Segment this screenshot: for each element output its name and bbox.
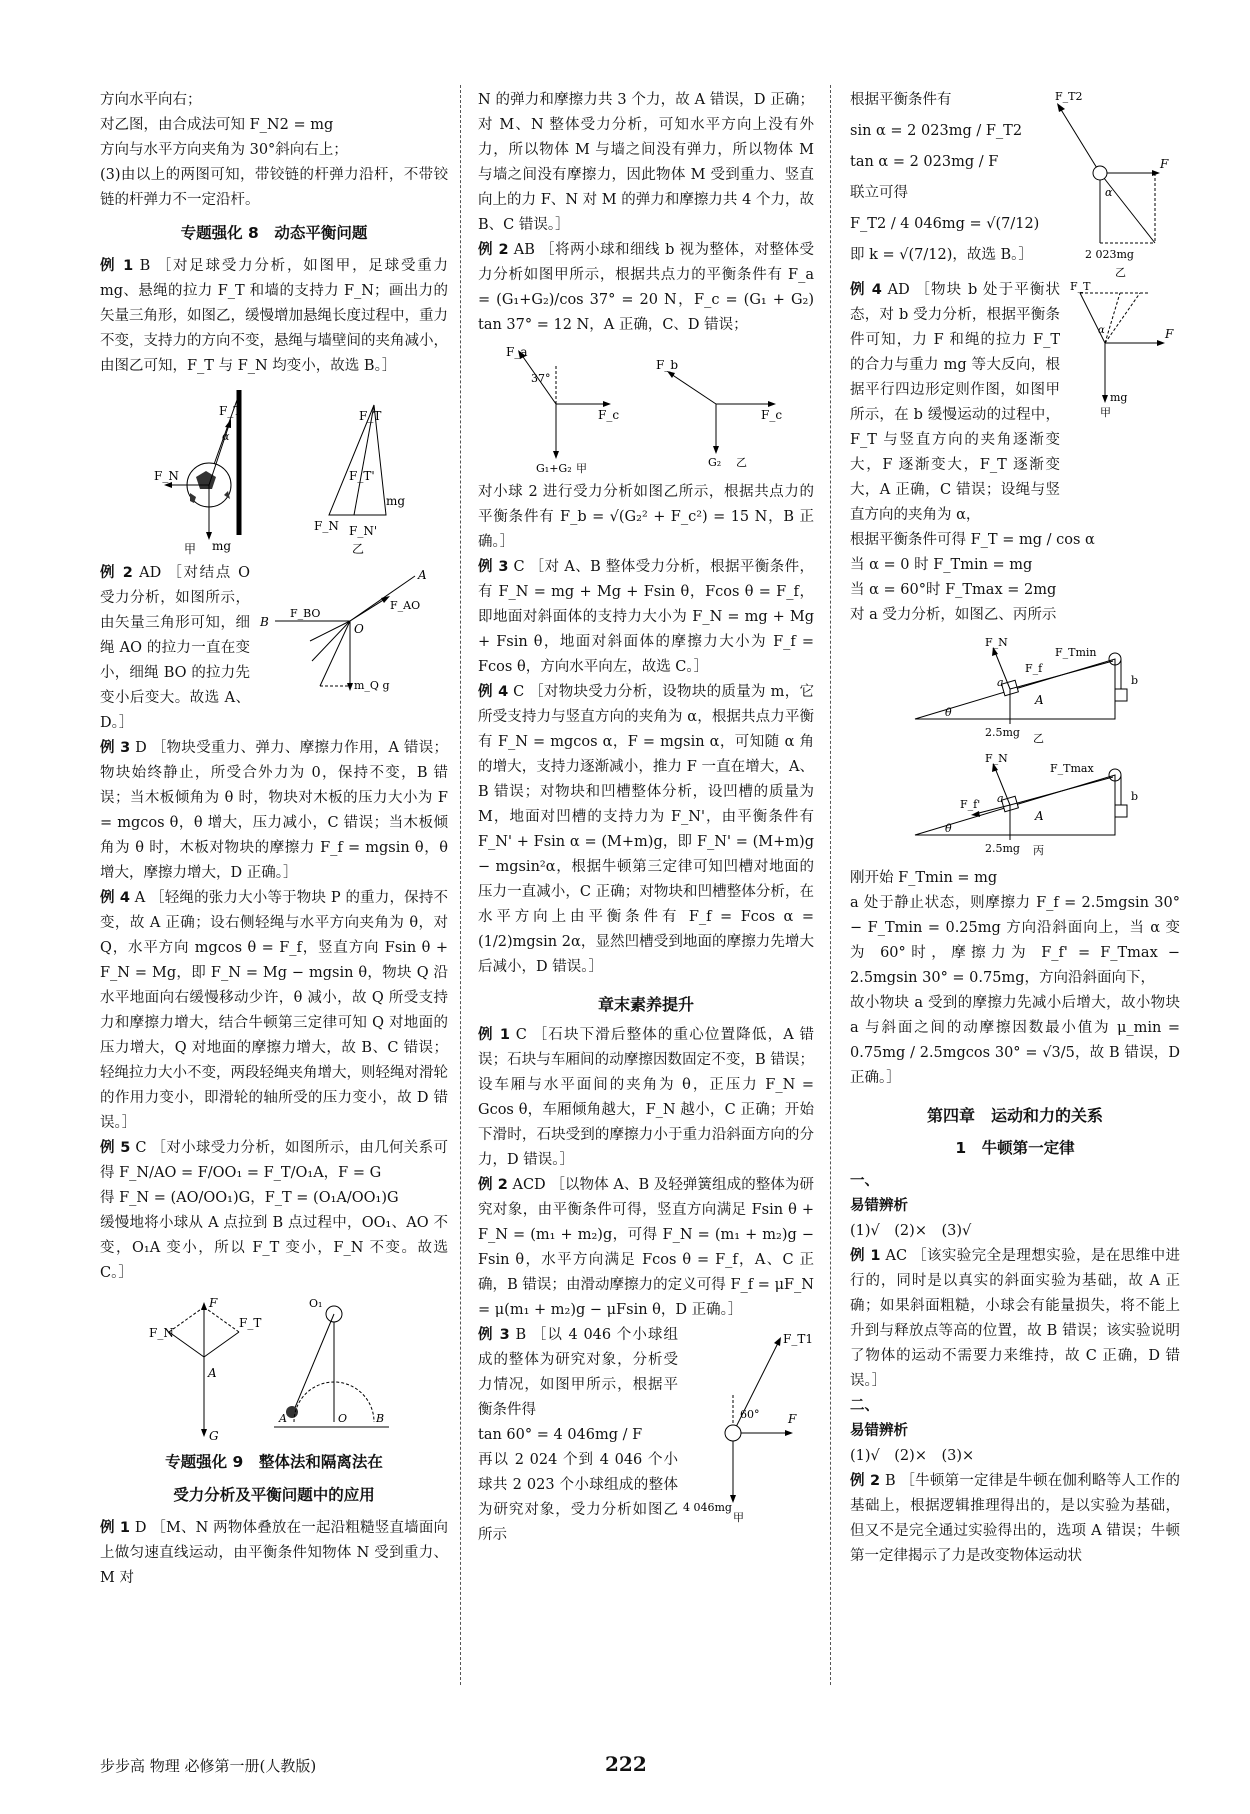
example-text: AD ［对结点 O 受力分析，如图所示，由矢量三角形可知，细绳 AO 的拉力一直在变小，细绳 BO 的拉力先变小后变大。故选 A、D。］ [100,565,251,731]
example-label: 例 3 [100,740,131,756]
example-label: 例 1 [850,1248,881,1264]
fig8-theta: θ [945,706,952,719]
example-text: C ［对 A、B 整体受力分析，根据平衡条件，有 F_N = mg + Mg + Fsin θ，Fcos θ = F_f，即地面对斜面体的支持力大小为 F_N = mg + Mg + Fsin θ，地面对斜面体的摩擦力大小为 F_f = Fcos θ，方向水平向左，故选 C。］ [478,559,814,675]
example-4-text2: 刚开始 F_Tmin = mg [850,870,998,886]
part-2-label: 二、 [850,1398,879,1414]
column-divider-right [830,85,831,1685]
fig8-ftmin: F_Tmin [1055,646,1097,659]
example-4-text4: 故小物块 a 受到的摩擦力先减小后增大，故小物块 a 与斜面之间的动摩擦因数最小值为 μ_min = 0.75mg / 2.5mgcos 30° = √3/5，故 B 错误，D 正确。］ [850,995,1180,1086]
fig7-f: F [1165,327,1174,341]
example-label: 例 1 [100,1520,131,1536]
heading-special-9b: 受力分析及平衡问题中的应用 [173,1486,375,1504]
fig2-O: O [354,622,364,636]
fig4-fb: F_b [656,358,679,372]
col3-l2: 联立可得 [850,185,908,201]
example-text: AD ［物块 b 处于平衡状态，对 b 受力分析，根据平衡条件可知，力 F 和绳的拉力 F_T 的合力与重力 mg 等大反向，根据平行四边形定则作图，如图甲所示，在 b 缓慢运动的过程中，F_T 与竖直方向的夹角逐渐变大，F 逐渐变大，F_T 逐渐变大，A 正确，C 错误；设绳与竖直方向的夹角为 α， [850,282,1060,523]
fig6-alpha: α [1105,186,1113,199]
block-b-force-diagram [1060,278,1175,418]
example-label: 例 3 [478,1327,510,1343]
fig1-mg: mg [212,539,232,553]
example-text: B ［以 4 046 个小球组成的整体为研究对象，分析受力情况，如图甲所示，根据平衡条件得 [478,1327,678,1418]
heading-chapter-summary: 章末素养提升 [597,995,694,1014]
example-text: B ［对足球受力分析，如图甲，足球受重力 mg、悬绳的拉力 F_T 和墙的支持力 F_N；画出力的矢量三角形，如图乙，缓慢增加悬绳长度过程中，重力不变，支持力的方向不变，悬绳与墙壁间的夹角减小，由图乙可知，F_T 与 F_N 均变小，故选 B。］ [100,258,449,374]
example-text: C ［对小球受力分析，如图所示，由几何关系可得 F_N/AO = F/OO₁ = F_T/O₁A，F = G [100,1140,449,1181]
fig2-B: B [260,615,269,629]
fig3-A2: A [279,1412,287,1425]
col2-para1: N 的弹力和摩擦力共 3 个力，故 A 错误，D 正确；对 M、N 整体受力分析，可知水平方向上没有外力，所以物体 M 与墙之间没有弹力，所以物体 M 与墙之间没有摩擦力，因此物体 M 受到重力、竖直向上的力 F、N 对 M 的弹力和摩擦力共 4 个力，故 B、C 错误。］ [478,92,814,233]
example-4-eq4: 对 a 受力分析，如图乙、丙所示 [850,607,1057,623]
column-divider-left [460,85,461,1685]
example-3 [100,736,448,886]
fig9-bing: 丙 [1033,844,1044,857]
fig2-A: A [418,568,427,582]
example-5 [100,1136,448,1186]
col3-eq1: sin α = 2 023mg / F_T2 [850,123,1023,139]
fig8-b: b [1131,674,1139,687]
fig6-f: F [1160,157,1169,171]
fig7-alpha: α [1098,325,1105,336]
fig2-mqg: m_Q g [354,679,390,692]
example-4-block [850,278,1180,528]
fig9-A: A [1035,809,1044,823]
example-3-summary-block [478,1323,814,1548]
answers-2: (1)√ (2)× (3)× [850,1448,975,1464]
example-2-ch4 [850,1469,1180,1569]
error-analysis-label-2: 易错辨析 [850,1423,908,1439]
example-label: 例 1 [478,1027,510,1043]
error-analysis-label-1: 易错辨析 [850,1198,908,1214]
example-3 [478,555,814,680]
fig2-fao: F_AO [390,599,421,612]
chapter-title: 第四章 运动和力的关系 [926,1106,1103,1125]
fig3-A: A [208,1366,217,1380]
example-label: 例 2 [100,565,133,581]
fig9-a: a [997,792,1004,805]
heading-special-9a: 专题强化 9 整体法和隔离法在 [165,1453,383,1471]
example-label: 例 2 [850,1473,881,1489]
example-5-line3: 缓慢地将小球从 A 点拉到 B 点过程中，OO₁、AO 不变，O₁A 变小，所以 F_T 变小，F_N 不变。故选 C。］ [100,1215,448,1281]
fig1-alpha: α [222,430,230,443]
fig1-ft2: F_T [359,409,382,423]
col1-line4: (3)由以上的两图可知，带铰链的杆弹力沿杆，不带铰链的杆弹力不一定沿杆。 [100,167,448,208]
fig7-jia: 甲 [1100,406,1111,419]
fig1-yi: 乙 [352,542,365,556]
col1-line2: 对乙图，由合成法可知 F_N2 = mg [100,117,334,133]
example-label: 例 1 [100,258,134,274]
fig7-ft: F_T [1070,280,1091,293]
example-label: 例 3 [478,559,509,575]
fig9-theta: θ [945,822,952,835]
fig6-yi: 乙 [1115,266,1126,279]
example-3-summary-text [478,1323,678,1548]
book-footer: 步步高 物理 必修第一册(人教版) [100,1757,317,1775]
example-text: AC ［该实验完全是理想实验，是在思维中进行的，同时是以真实的斜面实验为基础，故 A 正确；如果斜面粗糙，小球会有能量损失，将不能上升到与释放点等高的位置，故 B 错误；该实验说明了物体的运动不需要力来维持，故 C 正确，D 错误。］ [850,1248,1180,1389]
fig8-A: A [1035,693,1044,707]
fig8-a: a [997,676,1004,689]
fig1-fnp: F_N' [349,524,378,538]
example-3-summary [478,1323,678,1423]
fig3-FT: F_T [239,1316,262,1330]
fig3-B: B [376,1412,385,1425]
example-label: 例 5 [100,1140,131,1156]
football-force-diagram [124,385,424,555]
example-2 [100,561,250,736]
fig4-jia: 甲 [576,462,587,475]
ball-pulley-diagram [124,1292,424,1442]
fig1-fn2: F_N [314,519,339,533]
column-3 [850,88,1180,1569]
example-text: B ［牛顿第一定律是牛顿在伽利略等人工作的基础上，根据逻辑推理得出的，是以实验为基础，但又不是完全通过实验得出的，选项 A 错误；牛顿第一定律揭示了力是改变物体运动状 [850,1473,1181,1564]
example-4-eq1: 根据平衡条件可得 F_T = mg / cos α [850,532,1095,548]
example-1 [100,254,448,379]
fig9-b: b [1131,790,1139,803]
fig5-ang: 60° [740,1408,760,1421]
fig8-yi: 乙 [1033,732,1044,745]
fig4-g2: G₂ [708,456,722,469]
fig3-FN: F_N [149,1326,174,1340]
incline-diagram-bing [885,750,1145,860]
balls-chain-diagram [678,1323,813,1524]
example-label: 例 2 [478,242,509,258]
example-text: ACD ［以物体 A、B 及轻弹簧组成的整体为研究对象，由平衡条件可得，竖直方向满足 Fsin θ + F_N = (m₁ + m₂)g，可得 F_N = (m₁ + m₂)g − Fsin θ，水平方向满足 Fcos θ = F_f，A、C 正确，B 错误；由滑动摩擦力的定义可得 F_f = μF_N = μ(m₁ + m₂)g − μFsin θ，D 正确。］ [478,1177,815,1318]
fig5-mg: 4 046mg [683,1501,732,1514]
fig9-fn: F_N [985,752,1008,765]
fig4-ang: 37° [531,372,551,385]
part-1-label: 一、 [850,1173,879,1189]
column-2 [478,88,814,1548]
fig4-fa: F_a [506,345,528,359]
fig8-fn: F_N [985,636,1008,649]
fig9-mg: 2.5mg [985,842,1020,855]
fig8-ff: F_f [1025,662,1043,675]
example-5-line2: 得 F_N = (AO/OO₁)G，F_T = (O₁A/OO₁)G [100,1190,399,1206]
example-2-block [100,561,448,736]
col3-eq3: F_T2 / 4 046mg = √(7/12) [850,216,1040,232]
column-1 [100,88,448,1591]
example-3-continued: 再以 2 024 个到 4 046 个小球共 2 023 个小球组成的整体为研究对象，受力分析如图乙所示 [478,1452,678,1543]
col1-line3: 方向与水平方向夹角为 30°斜向右上； [100,142,348,158]
fig7-mg: mg [1110,391,1128,404]
example-4-eq2: 当 α = 0 时 F_Tmin = mg [850,557,1033,573]
fig5-jia: 甲 [733,1511,744,1524]
fig3-O: O [338,1412,348,1425]
fig3-F: F [209,1296,218,1310]
fig1-ftp: F_T' [349,469,375,483]
example-label: 例 4 [478,684,509,700]
answers-1: (1)√ (2)× (3)√ [850,1223,972,1239]
example-text: AB ［将两小球和细线 b 视为整体，对整体受力分析如图甲所示，根据共点力的平衡条件有 F_a = (G₁+G₂)/cos 37° = 20 N，F_c = (G₁ + G₂) tan 37° = 12 N，A 正确，C、D 错误； [478,242,814,333]
example-4 [100,886,448,1136]
two-ball-force-diagram [486,344,806,474]
col3-top-block [850,88,1180,278]
example-4 [478,680,814,980]
example-text: A ［轻绳的张力大小等于物块 P 的重力，保持不变，故 A 正确；设右侧轻绳与水平方向夹角为 θ，对 Q，水平方向 mgcos θ = F_f，竖直方向 Fsin θ + F_N = Mg，即 F_N = Mg − mgsin θ，物块 Q 沿水平地面向右缓慢移动少许，θ 减小，故 Q 所受支持力和摩擦力增大，结合牛顿第三定律可知 Q 对地面的压力增大，Q 对地面的摩擦力增大，故 B、C 错误；轻绳拉力大小不变，两段轻绳夹角增大，则轻绳对滑轮的作用力变小，即滑轮的轴所受的压力变小，故 D 错误。］ [100,890,449,1131]
example-4 [850,278,1060,528]
fig3-O1: O₁ [309,1297,323,1310]
example-label: 例 2 [478,1177,508,1193]
example-label: 例 4 [100,890,130,906]
fig4-fc2: F_c [761,408,783,422]
example-text: D ［物块受重力、弹力、摩擦力作用，A 错误；物块始终静止，所受合外力为 0，保持不变，B 错误；当木板倾角为 θ 时，物块对木板的压力大小为 F = mgcos θ，θ 增大，压力减小，C 错误；当木板倾角为 θ 时，木板对物块的摩擦力 F_f = mgsin θ，θ 增大，摩擦力增大，D 正确。］ [100,740,449,881]
example-1-ch4 [850,1244,1180,1394]
example-2-continued: 对小球 2 进行受力分析如图乙所示，根据共点力的平衡条件有 F_b = √(G₂² + F_c²) = 15 N，B 正确。］ [478,484,814,550]
fig2-fbo: F_BO [290,607,321,620]
section-title: 1 牛顿第一定律 [955,1139,1075,1157]
fig9-ftmax: F_Tmax [1050,762,1094,775]
fig4-g12: G₁+G₂ [536,462,572,475]
fig5-ft1: F_T1 [783,1332,813,1346]
example-2-summary [478,1173,814,1323]
fig4-fc: F_c [598,408,620,422]
col3-top-text [850,88,1045,278]
incline-diagram-yi [885,634,1145,744]
fig1-mg2: mg [386,494,406,508]
example-text: D ［M、N 两物体叠放在一起沿粗糙竖直墙面向上做匀速直线运动，由平衡条件知物体 N 受到重力、M 对 [100,1520,449,1586]
example-2 [478,238,814,338]
example-text: C ［对物块受力分析，设物块的质量为 m，它所受支持力与竖直方向的夹角为 α，根据共点力平衡有 F_N = mgcos α，F = mgsin α，可知随 α 角的增大，支持力逐渐减小，推力 F 一直在增大，A、B 错误；对物块和凹槽整体分析，设凹槽的质量为 M，地面对凹槽的支持力为 F_N'，由平衡条件有 F_N' + Fsin α = (M+m)g，即 F_N' = (M+m)g − mgsin²α，根据牛顿第三定律可知凹槽对地面的压力一直减小，C 正确；对物块和凹槽整体分析，在水平方向上由平衡条件有 F_f = Fcos α = (1/2)mgsin 2α，显然凹槽受到地面的摩擦力先增大后减小，D 错误。］ [478,684,815,975]
example-3-eq: tan 60° = 4 046mg / F [478,1427,643,1443]
example-text: C ［石块下滑后整体的重心位置降低，A 错误；石块与车厢间的动摩擦因数固定不变，B 错误；设车厢与水平面间的夹角为 θ，正压力 F_N = Gcos θ，车厢倾角越大，F_N 越小，C 正确；开始下滑时，石块受到的摩擦力小于重力沿斜面方向的分力，D 错误。］ [478,1027,814,1168]
col3-eq2: tan α = 2 023mg / F [850,154,999,170]
col3-l3: 即 k = √(7/12)，故选 B。］ [850,247,1033,263]
fig3-G: G [209,1429,219,1443]
example-1b [100,1516,448,1591]
page-number: 222 [605,1752,647,1776]
col1-line1: 方向水平向右； [100,92,202,108]
fig1-jia: 甲 [184,542,197,556]
fig6-ft2: F_T2 [1055,90,1083,103]
fig4-yi: 乙 [736,456,747,469]
example-4-text3: a 处于静止状态，则摩擦力 F_f = 2.5mgsin 30° − F_Tmin = 0.25mg 方向沿斜面向上，当 α 变为 60°时，摩擦力为 F_f' = F_Tmax − 2.5mgsin 30° = 0.75mg，方向沿斜面向下， [850,895,1180,986]
balls-chain-diagram-2 [1045,88,1175,278]
knot-force-diagram [250,561,440,701]
example-4-eq3: 当 α = 60°时 F_Tmax = 2mg [850,582,1057,598]
fig1-fn: F_N [154,469,179,483]
fig6-mg: 2 023mg [1085,248,1134,261]
fig5-f: F [788,1412,797,1426]
heading-special-8: 专题强化 8 动态平衡问题 [180,224,368,242]
fig9-ff: F_f' [960,798,981,811]
col3-l1: 根据平衡条件有 [850,92,952,108]
fig8-mg: 2.5mg [985,726,1020,739]
example-1-summary [478,1023,814,1173]
fig1-ft: F_T [219,404,242,418]
example-label: 例 4 [850,282,882,298]
